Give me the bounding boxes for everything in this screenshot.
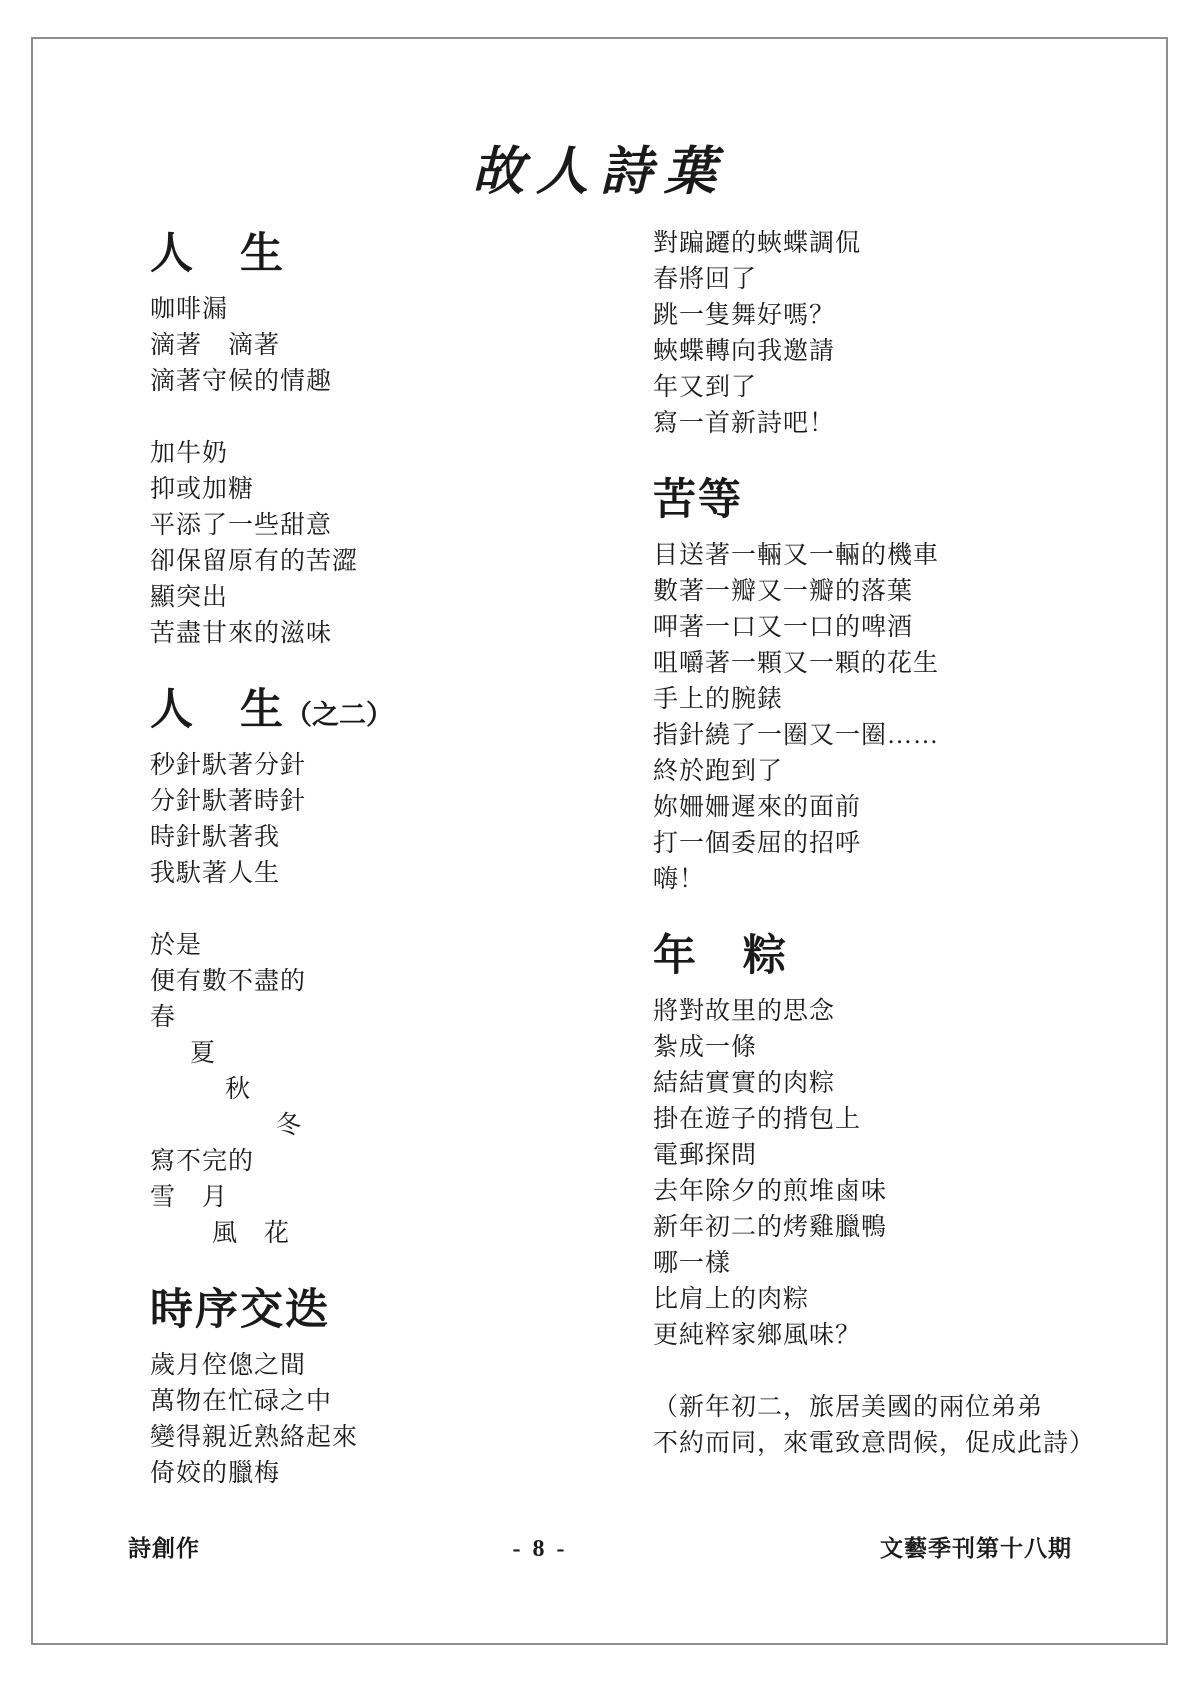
poem-stanza <box>653 226 1173 442</box>
poem-line: 寫不完的 <box>150 1148 255 1176</box>
poem-line: 卻保留原有的苦澀 <box>150 548 359 576</box>
poem-line: 顯突出 <box>150 584 229 612</box>
poem-stanza <box>653 1390 1173 1462</box>
poem-line: 終於跑到了 <box>653 758 784 786</box>
poem-line: 滴著守候的情趣 <box>150 368 333 396</box>
poem-column-left <box>150 232 630 1528</box>
poem-line: 呷著一口又一口的啤酒 <box>653 614 914 642</box>
poem-title <box>653 934 1173 979</box>
poem-line: 秒針馱著分針 <box>150 752 307 780</box>
poem-stanza <box>150 928 630 1252</box>
poem-line: 倚姣的臘梅 <box>150 1460 281 1488</box>
poem-line: 於是 <box>150 932 203 960</box>
page-title: 故人詩葉 <box>471 144 728 201</box>
poem-stanza <box>653 538 1173 898</box>
poem-line: 便有數不盡的 <box>150 968 307 996</box>
poem-line: 冬 <box>276 1112 303 1140</box>
poem-line: 對蹁躚的蛺蝶調侃 <box>653 230 862 257</box>
footer-section-label: 詩創作 <box>128 1535 200 1561</box>
poem-line: （新年初二，旅居美國的兩位弟弟 <box>653 1394 1044 1422</box>
poem-title-text: 苦等 <box>653 477 743 524</box>
poem-stanza <box>150 748 630 892</box>
poem-line: 蛺蝶轉向我邀請 <box>653 338 836 365</box>
poem-line: 新年初二的烤雞臘鴨 <box>653 1214 888 1242</box>
poem-line: 電郵探問 <box>653 1142 758 1170</box>
poem-title <box>150 1288 630 1333</box>
footer-page-number: - 8 - <box>512 1536 568 1562</box>
poem-title-text: 年 粽 <box>653 933 788 981</box>
poem-line: 咀嚼著一顆又一顆的花生 <box>653 650 940 678</box>
poem-line: 掛在遊子的揹包上 <box>653 1106 862 1134</box>
poem-line: 加牛奶 <box>150 440 229 468</box>
poem-title <box>653 478 1173 523</box>
poem-stanza <box>150 292 630 400</box>
poem-line: 萬物在忙碌之中 <box>150 1388 333 1416</box>
poem-line: 打一個委屈的招呼 <box>653 830 862 858</box>
poem-line: 分針馱著時針 <box>150 788 307 816</box>
poem-line: 風 花 <box>212 1220 291 1248</box>
poem-line: 滴著 滴著 <box>150 332 281 360</box>
poem-title <box>150 232 630 277</box>
poem-line: 我馱著人生 <box>150 860 281 888</box>
poem-line: 更純粹家鄉風味？ <box>653 1322 862 1350</box>
poem-line: 紮成一條 <box>653 1034 758 1062</box>
poem-line: 雪 月 <box>150 1184 229 1212</box>
poem-line: 嗨！ <box>653 866 706 894</box>
poem-line: 數著一瓣又一瓣的落葉 <box>653 578 914 606</box>
poem-line: 時針馱著我 <box>150 824 281 852</box>
poem-line: 春 <box>150 1004 177 1032</box>
poem-column-right <box>653 226 1173 1498</box>
footer-journal-title: 文藝季刊第十八期 <box>879 1535 1072 1561</box>
poem-title-suffix: （之二） <box>285 700 393 731</box>
poem-stanza <box>150 436 630 652</box>
poem-line: 指針繞了一圈又一圈…… <box>653 722 940 750</box>
poem-line: 春將回了 <box>653 266 758 293</box>
poem-line: 將對故里的思念 <box>653 998 836 1026</box>
poem-line: 秋 <box>225 1076 252 1104</box>
poem-stanza <box>653 994 1173 1354</box>
poem-line: 去年除夕的煎堆鹵味 <box>653 1178 888 1206</box>
poem-line: 咖啡漏 <box>150 296 229 324</box>
poem-line: 跳一隻舞好嗎？ <box>653 302 836 329</box>
page-footer <box>128 1530 1072 1563</box>
poem-line: 抑或加糖 <box>150 476 255 504</box>
poem-line: 夏 <box>190 1040 217 1068</box>
poem-line: 比肩上的肉粽 <box>653 1286 810 1314</box>
poem-line: 妳姍姍遲來的面前 <box>653 794 862 822</box>
poem-title-text: 人 生 <box>150 231 285 278</box>
poem-title <box>150 688 630 733</box>
poem-line: 結結實實的肉粽 <box>653 1070 836 1098</box>
poem-line: 年又到了 <box>653 374 758 401</box>
poem-line: 手上的腕錶 <box>653 686 784 714</box>
poem-line: 平添了一些甜意 <box>150 512 333 540</box>
poem-line: 不約而同，來電致意問候，促成此詩） <box>653 1430 1096 1458</box>
poem-line: 寫一首新詩吧！ <box>653 410 836 437</box>
poem-line: 歲月倥傯之間 <box>150 1352 307 1380</box>
poem-stanza <box>150 1348 630 1492</box>
poem-title-text: 時序交迭 <box>150 1287 330 1335</box>
poem-line: 苦盡甘來的滋味 <box>150 620 333 648</box>
poem-line: 哪一樣 <box>653 1250 732 1278</box>
poem-title-text: 人 生 <box>150 687 285 735</box>
poem-line: 變得親近熟絡起來 <box>150 1424 359 1452</box>
poem-line: 目送著一輛又一輛的機車 <box>653 542 940 570</box>
